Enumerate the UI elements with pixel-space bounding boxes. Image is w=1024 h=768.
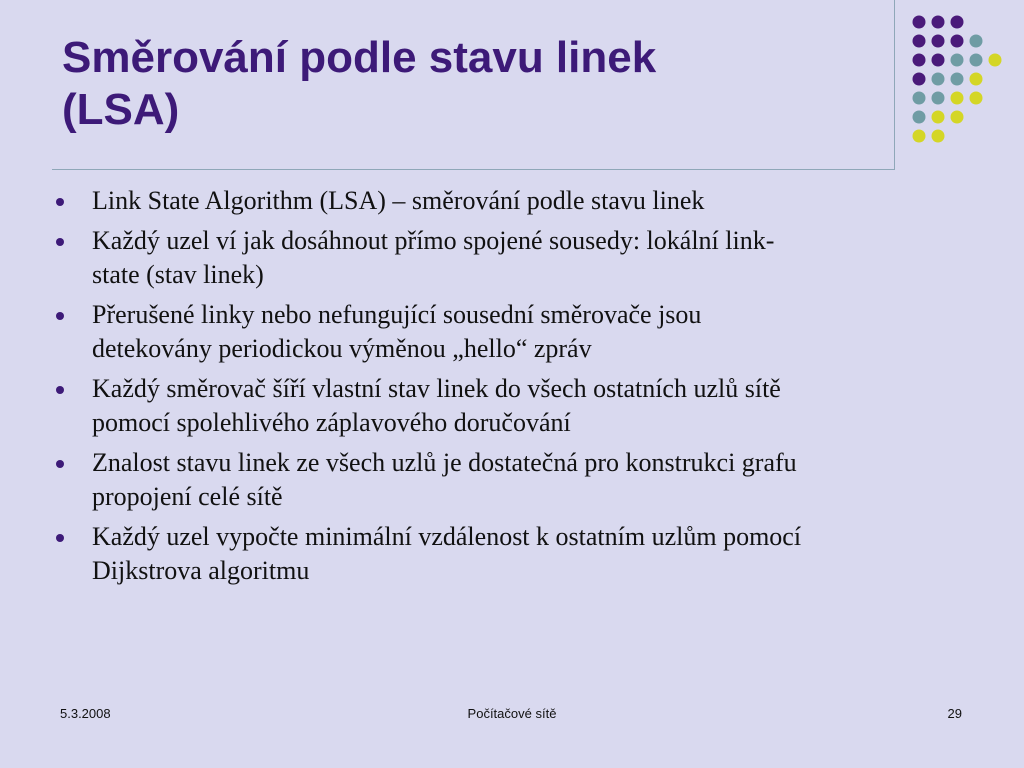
bullet-text: Dijkstrova algoritmu bbox=[92, 556, 310, 585]
bullet-item bbox=[52, 372, 982, 440]
bullet-text: Každý uzel ví jak dosáhnout přímo spojené sousedy: lokální link- bbox=[92, 226, 775, 255]
slide-title bbox=[62, 32, 882, 136]
horizontal-divider bbox=[52, 169, 895, 170]
bullet-text: propojení celé sítě bbox=[92, 482, 283, 511]
vertical-divider bbox=[894, 0, 895, 170]
slide-title-line: (LSA) bbox=[62, 85, 180, 134]
bullet-icon bbox=[56, 460, 64, 468]
footer-date: 5.3.2008 bbox=[60, 706, 111, 721]
bullet-text: Každý uzel vypočte minimální vzdálenost k ostatním uzlům pomocí bbox=[92, 522, 802, 551]
footer-page-number: 29 bbox=[947, 706, 962, 721]
bullet-list bbox=[52, 184, 982, 594]
bullet-text: Každý směrovač šíří vlastní stav linek do všech ostatních uzlů sítě bbox=[92, 374, 781, 403]
slide-title-line: Směrování podle stavu linek bbox=[62, 33, 657, 82]
footer-course: Počítačové sítě bbox=[467, 706, 557, 721]
bullet-icon bbox=[56, 238, 64, 246]
bullet-item bbox=[52, 520, 982, 588]
bullet-text: Link State Algorithm (LSA) – směrování podle stavu linek bbox=[92, 186, 705, 215]
bullet-text: Přerušené linky nebo nefungující sousední směrovače jsou bbox=[92, 300, 702, 329]
bullet-item bbox=[52, 446, 982, 514]
bullet-text: pomocí spolehlivého záplavového doručování bbox=[92, 408, 571, 437]
bullet-text: detekovány periodickou výměnou „hello“ zpráv bbox=[92, 334, 592, 363]
bullet-icon bbox=[56, 386, 64, 394]
bullet-icon bbox=[56, 198, 64, 206]
bullet-item bbox=[52, 298, 982, 366]
bullet-item bbox=[52, 224, 982, 292]
bullet-icon bbox=[56, 534, 64, 542]
bullet-icon bbox=[56, 312, 64, 320]
bullet-text: Znalost stavu linek ze všech uzlů je dostatečná pro konstrukci grafu bbox=[92, 448, 797, 477]
bullet-item bbox=[52, 184, 982, 218]
bullet-text: state (stav linek) bbox=[92, 260, 264, 289]
dot-grid-icon bbox=[906, 14, 1006, 144]
